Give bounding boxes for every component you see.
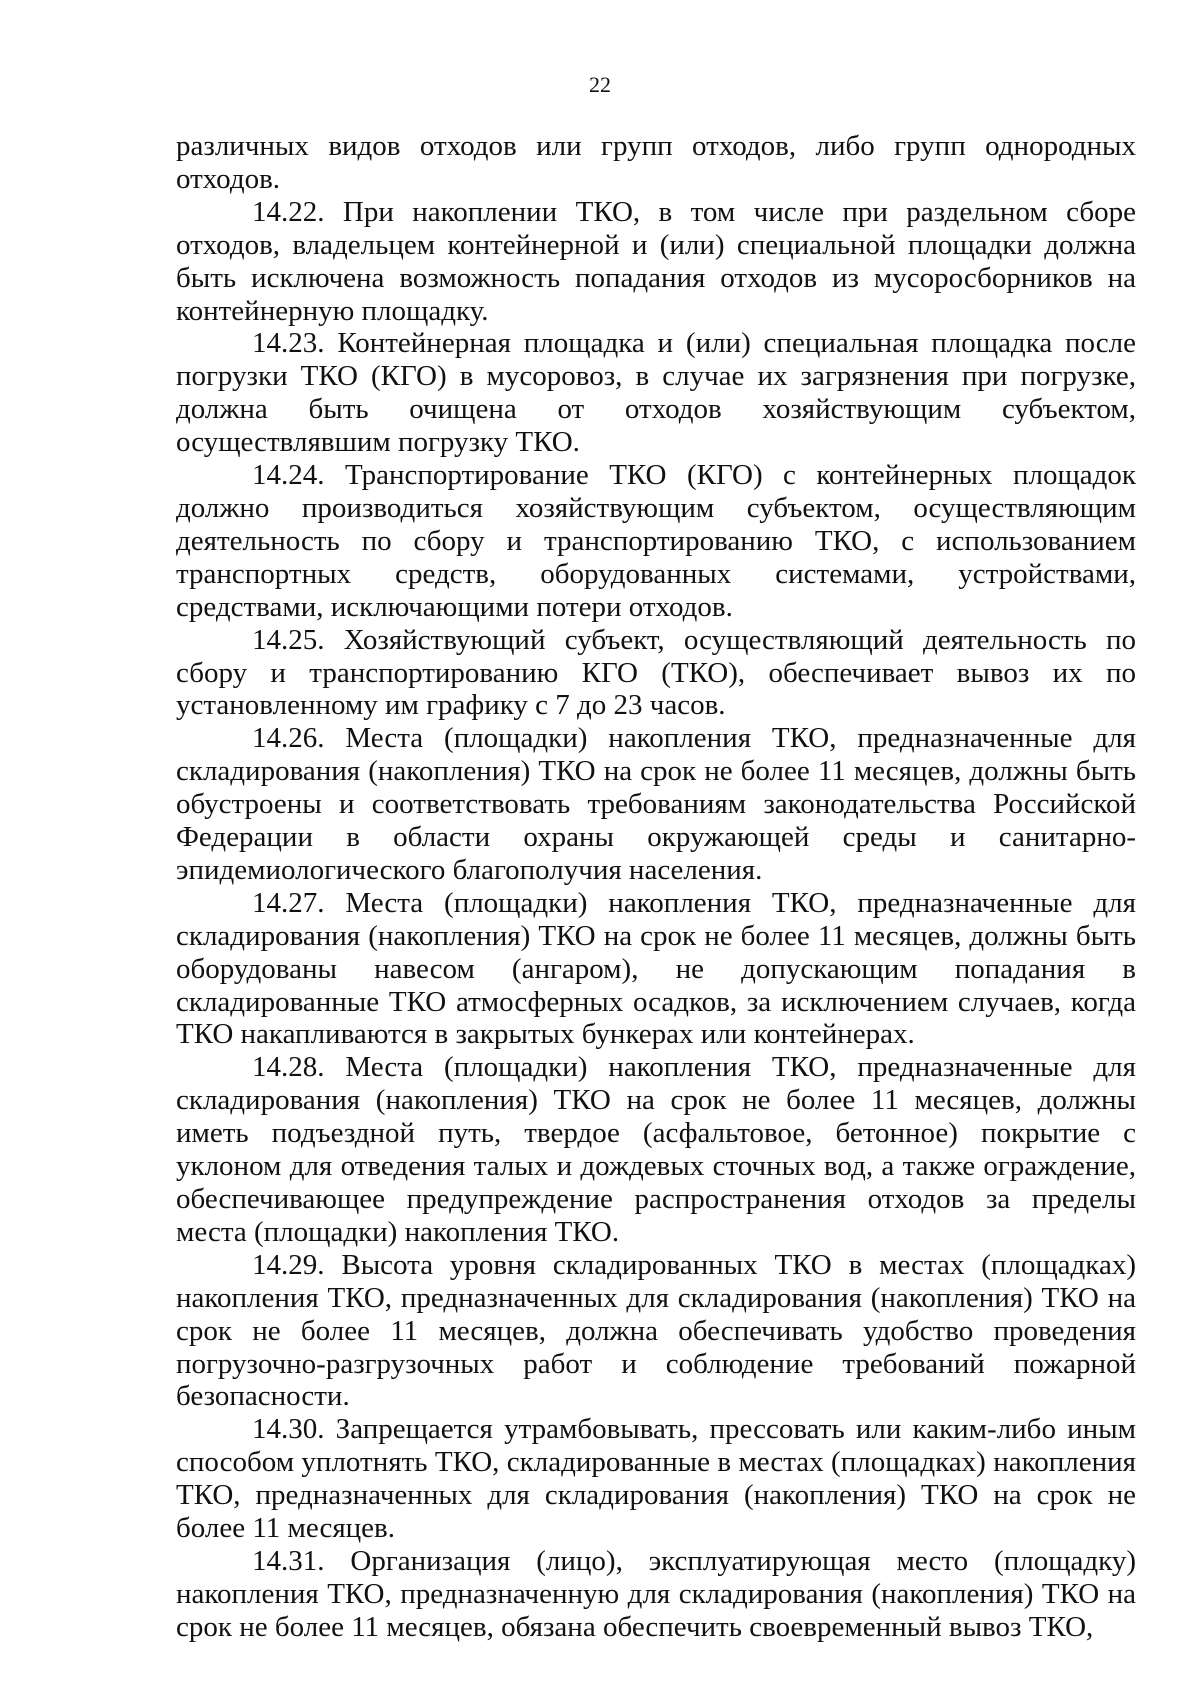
page-number: 22 [589,72,611,97]
paragraph-continuation: различных видов отходов или групп отходов, либо групп однородных отходов. [176,130,1136,195]
paragraph-14-26: 14.26. Места (площадки) накопления ТКО, предназначенные для складирования (накопления) ТКО на срок не более 11 месяцев, должны быть обустроены и соответствовать требованиям законодательства Российской Федерации в области охраны окружающей среды и санитарно-эпидемиологического благополучия населения. [176,722,1136,886]
paragraph-14-22: 14.22. При накоплении ТКО, в том числе при раздельном сборе отходов, владельцем контейнерной и (или) специальной площадки должна быть исключена возможность попадания отходов из мусоросборников на контейнерную площадку. [176,195,1136,327]
paragraph-14-31: 14.31. Организация (лицо), эксплуатирующая место (площадку) накопления ТКО, предназначенную для складирования (накопления) ТКО на срок не более 11 месяцев, обязана обеспечить своевременный вывоз ТКО, [176,1544,1136,1643]
paragraph-14-30: 14.30. Запрещается утрамбовывать, прессовать или каким-либо иным способом уплотнять ТКО, складированные в местах (площадках) накопления ТКО, предназначенных для складирования (накопления) ТКО на срок не более 11 месяцев. [176,1413,1136,1545]
document-body [176,130,1136,1644]
paragraph-14-29: 14.29. Высота уровня складированных ТКО в местах (площадках) накопления ТКО, предназначенных для складирования (накопления) ТКО на срок не более 11 месяцев, должна обеспечивать удобство проведения погрузочно-разгрузочных работ и соблюдение требований пожарной безопасности. [176,1248,1136,1413]
paragraph-14-25: 14.25. Хозяйствующий субъект, осуществляющий деятельность по сбору и транспортированию КГО (ТКО), обеспечивает вывоз их по установленному им графику с 7 до 23 часов. [176,623,1136,722]
paragraph-14-28: 14.28. Места (площадки) накопления ТКО, предназначенные для складирования (накопления) ТКО на срок не более 11 месяцев, должны иметь подъездной путь, твердое (асфальтовое, бетонное) покрытие с уклоном для отведения талых и дождевых сточных вод, а также ограждение, обеспечивающее предупреждение распространения отходов за пределы места (площадки) накопления ТКО. [176,1051,1136,1248]
paragraph-14-24: 14.24. Транспортирование ТКО (КГО) с контейнерных площадок должно производиться хозяйствующим субъектом, осуществляющим деятельность по сбору и транспортированию ТКО, с использованием транспортных средств, оборудованных системами, устройствами, средствами, исключающими потери отходов. [176,459,1136,623]
paragraph-14-27: 14.27. Места (площадки) накопления ТКО, предназначенные для складирования (накопления) ТКО на срок не более 11 месяцев, должны быть оборудованы навесом (ангаром), не допускающим попадания в складированные ТКО атмосферных осадков, за исключением случаев, когда ТКО накапливаются в закрытых бункерах или контейнерах. [176,886,1136,1051]
paragraph-14-23: 14.23. Контейнерная площадка и (или) специальная площадка после погрузки ТКО (КГО) в мусоровоз, в случае их загрязнения при погрузке, должна быть очищена от отходов хозяйствующим субъектом, осуществлявшим погрузку ТКО. [176,327,1136,459]
